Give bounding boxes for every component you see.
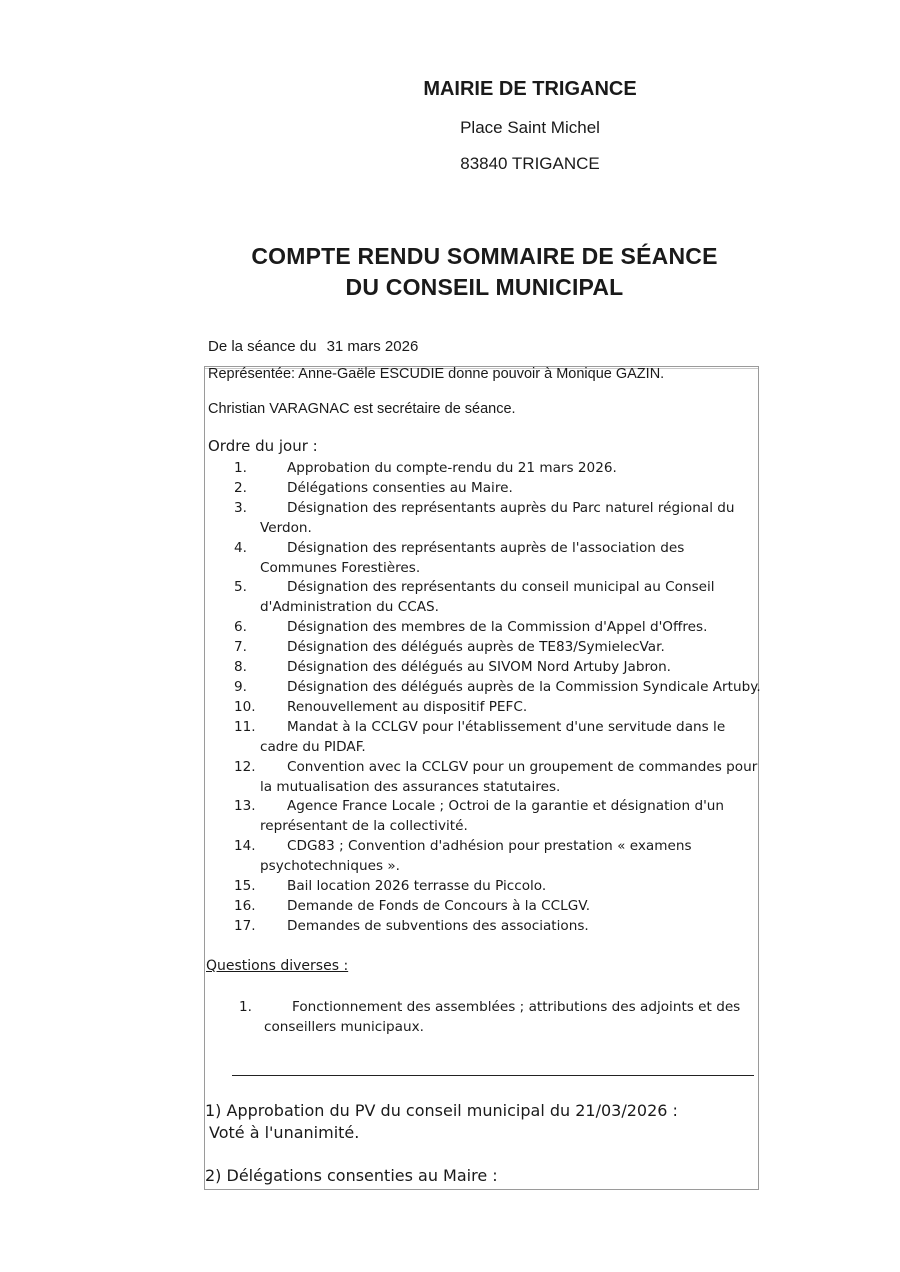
agenda-item-text: Délégations consenties au Maire. (287, 479, 513, 496)
agenda-item-text: Désignation des membres de la Commission d'Appel d'Offres. (287, 619, 708, 636)
question-text: Fonctionnement des assemblées ; attributions des adjoints et des conseillers municipaux. (264, 999, 741, 1035)
agenda-item (230, 479, 765, 499)
agenda-item-text: Mandat à la CCLGV pour l'établissement d'une servitude dans le cadre du PIDAF. (260, 718, 726, 755)
agenda-item-number: 9. (234, 678, 247, 695)
ordre-du-jour-list (230, 459, 765, 937)
agenda-item (230, 698, 765, 718)
agenda-item-text: Demande de Fonds de Concours à la CCLGV. (287, 897, 591, 914)
agenda-item-text: Désignation des représentants auprès de l'association des Communes Forestières. (260, 539, 685, 576)
agenda-item (230, 718, 765, 758)
agenda-item-number: 6. (234, 619, 247, 636)
agenda-item (230, 758, 765, 798)
seance-date-line (208, 338, 418, 355)
agenda-item-number: 8. (234, 659, 247, 676)
agenda-item-text: Agence France Locale ; Octroi de la garantie et désignation d'un représentant de la collectivité. (260, 798, 725, 835)
agenda-item-text: Bail location 2026 terrasse du Piccolo. (287, 878, 547, 895)
agenda-item-number: 5. (234, 579, 247, 596)
agenda-item-text: Désignation des délégués au SIVOM Nord Artuby Jabron. (287, 659, 672, 676)
agenda-item (230, 897, 765, 917)
agenda-item-text: Désignation des représentants auprès du Parc naturel régional du Verdon. (260, 499, 735, 536)
address-street: Place Saint Michel (460, 118, 600, 137)
seance-label: De la séance du (208, 338, 317, 355)
agenda-item-text: Désignation des délégués auprès de TE83/SymielecVar. (287, 639, 665, 656)
agenda-item-text: Approbation du compte-rendu du 21 mars 2026. (287, 460, 617, 476)
agenda-item-number: 1. (234, 460, 247, 476)
agenda-item-text: Convention avec la CCLGV pour un groupement de commandes pour la mutualisation des assurances statutaires. (260, 758, 758, 795)
agenda-item-number: 11. (234, 718, 256, 735)
agenda-item (230, 618, 765, 638)
questions-diverses-item (236, 997, 756, 1037)
secretaire-line: Christian VARAGNAC est secrétaire de séance. (208, 401, 516, 417)
agenda-item (230, 638, 765, 658)
agenda-item (230, 678, 765, 698)
section-2-title: 2) Délégations consenties au Maire : (205, 1166, 498, 1185)
ordre-du-jour-heading: Ordre du jour : (208, 437, 318, 455)
agenda-item-text: CDG83 ; Convention d'adhésion pour prestation « examens psychotechniques ». (260, 838, 692, 875)
seance-date: 31 mars 2026 (326, 338, 419, 355)
agenda-item (230, 877, 765, 897)
section-1-title: 1) Approbation du PV du conseil municipal du 21/03/2026 : (205, 1101, 678, 1120)
agenda-item-number: 7. (234, 639, 247, 656)
agenda-item-text: Désignation des représentants du conseil municipal au Conseil d'Administration du CCAS. (260, 579, 715, 616)
mairie-name: MAIRIE DE TRIGANCE (423, 78, 637, 100)
agenda-item (230, 837, 765, 877)
agenda-item-number: 17. (234, 917, 256, 934)
agenda-item-text: Désignation des délégués auprès de la Commission Syndicale Artuby. (287, 678, 761, 695)
agenda-item-number: 10. (234, 698, 256, 715)
agenda-item (230, 539, 765, 579)
document-title-line2: DU CONSEIL MUNICIPAL (345, 274, 624, 300)
agenda-item-text: Demandes de subventions des associations. (287, 917, 589, 934)
questions-diverses-heading: Questions diverses : (206, 958, 349, 974)
agenda-item-number: 3. (234, 499, 247, 516)
agenda-item-number: 15. (234, 878, 256, 895)
agenda-item (230, 658, 765, 678)
question-number: 1. (239, 999, 252, 1015)
section-1-vote: Voté à l'unanimité. (209, 1123, 360, 1142)
agenda-item-number: 4. (234, 539, 247, 556)
agenda-item (230, 797, 765, 837)
agenda-item-number: 16. (234, 897, 256, 914)
agenda-item-number: 2. (234, 479, 247, 496)
representee-line: Représentée: Anne-Gaële ESCUDIE donne pouvoir à Monique GAZIN. (208, 366, 665, 382)
agenda-item-number: 12. (234, 758, 256, 775)
agenda-item-number: 13. (234, 798, 256, 815)
agenda-item (230, 499, 765, 539)
agenda-item (230, 917, 765, 937)
agenda-item-text: Renouvellement au dispositif PEFC. (287, 698, 528, 715)
document-title-line1: COMPTE RENDU SOMMAIRE DE SÉANCE (251, 243, 718, 269)
agenda-item (230, 578, 765, 618)
separator-rule (232, 1075, 754, 1076)
agenda-item (230, 459, 765, 479)
agenda-item-number: 14. (234, 838, 256, 855)
address-city: 83840 TRIGANCE (460, 154, 600, 173)
